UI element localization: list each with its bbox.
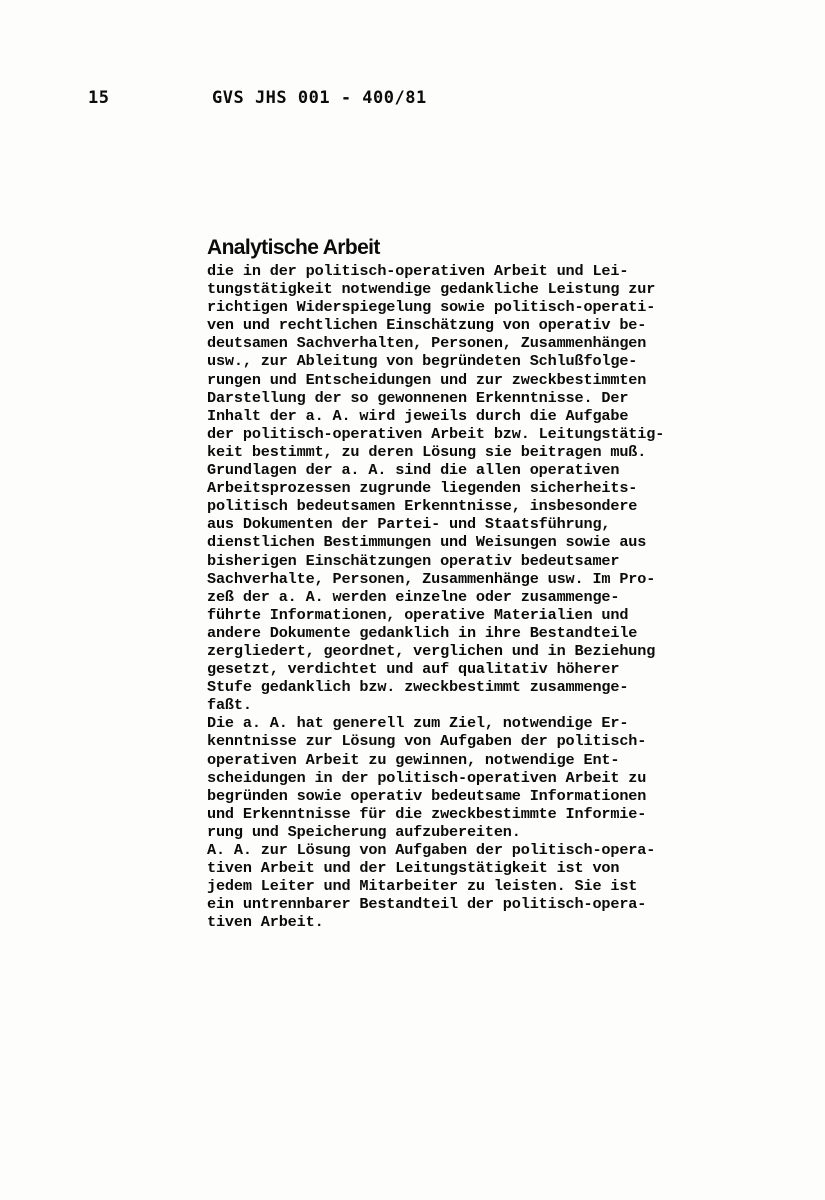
- entry-body: [207, 262, 727, 931]
- body-line: andere Dokumente gedanklich in ihre Bestandteile: [207, 623, 638, 642]
- entry-heading: Analytische Arbeit: [207, 236, 380, 259]
- body-line: aus Dokumenten der Partei- und Staatsführung,: [207, 515, 611, 534]
- body-line: Die a. A. hat generell zum Ziel, notwendige Er-: [207, 714, 629, 733]
- body-line: Inhalt der a. A. wird jeweils durch die Aufgabe: [207, 406, 629, 425]
- body-line: rung und Speicherung aufzubereiten.: [207, 822, 521, 841]
- body-line: Sachverhalte, Personen, Zusammenhänge usw. Im Pro-: [207, 569, 656, 588]
- body-line: gesetzt, verdichtet und auf qualitativ höherer: [207, 660, 620, 679]
- body-line: usw., zur Ableitung von begründeten Schlußfolge-: [207, 352, 638, 371]
- body-line: politisch bedeutsamen Erkenntnisse, insbesondere: [207, 497, 638, 516]
- body-line: jedem Leiter und Mitarbeiter zu leisten. Sie ist: [207, 877, 638, 896]
- document-reference: GVS JHS 001 - 400/81: [212, 88, 427, 108]
- body-line: die in der politisch-operativen Arbeit und Lei-: [207, 262, 629, 280]
- body-line: Darstellung der so gewonnenen Erkenntnisse. Der: [207, 388, 629, 407]
- body-line: tiven Arbeit.: [207, 913, 324, 932]
- body-line: rungen und Entscheidungen und zur zweckbestimmten: [207, 370, 647, 389]
- body-line: faßt.: [207, 696, 252, 715]
- body-line: ven und rechtlichen Einschätzung von operativ be-: [207, 316, 647, 335]
- body-line: Arbeitsprozessen zugrunde liegenden sicherheits-: [207, 479, 638, 498]
- body-line: Stufe gedanklich bzw. zweckbestimmt zusammenge-: [207, 678, 629, 697]
- body-line: keit bestimmt, zu deren Lösung sie beitragen muß.: [207, 442, 647, 461]
- body-line: kenntnisse zur Lösung von Aufgaben der politisch-: [207, 732, 647, 751]
- body-line: tiven Arbeit und der Leitungstätigkeit ist von: [207, 859, 620, 878]
- body-line: führte Informationen, operative Materialien und: [207, 605, 629, 624]
- body-line: und Erkenntnisse für die zweckbestimmte Informie-: [207, 804, 647, 823]
- body-line: scheidungen in der politisch-operativen Arbeit zu: [207, 768, 647, 787]
- body-line: deutsamen Sachverhalten, Personen, Zusammenhängen: [207, 334, 647, 353]
- page-number: 15: [88, 88, 110, 108]
- body-line: zergliedert, geordnet, verglichen und in Beziehung: [207, 641, 656, 660]
- body-line: ein untrennbarer Bestandteil der politisch-opera-: [207, 895, 647, 914]
- body-line: bisherigen Einschätzungen operativ bedeutsamer: [207, 551, 620, 570]
- body-line: der politisch-operativen Arbeit bzw. Leitungstätig-: [207, 424, 665, 443]
- body-line: operativen Arbeit zu gewinnen, notwendige Ent-: [207, 750, 620, 769]
- body-line: A. A. zur Lösung von Aufgaben der politisch-opera-: [207, 841, 656, 859]
- body-line: dienstlichen Bestimmungen und Weisungen sowie aus: [207, 533, 647, 552]
- body-line: richtigen Widerspiegelung sowie politisch-operati-: [207, 298, 656, 317]
- body-line: begründen sowie operativ bedeutsame Informationen: [207, 786, 647, 805]
- body-line: tungstätigkeit notwendige gedankliche Leistung zur: [207, 280, 656, 299]
- body-line: Grundlagen der a. A. sind die allen operativen: [207, 461, 620, 480]
- body-line: zeß der a. A. werden einzelne oder zusammenge-: [207, 587, 620, 606]
